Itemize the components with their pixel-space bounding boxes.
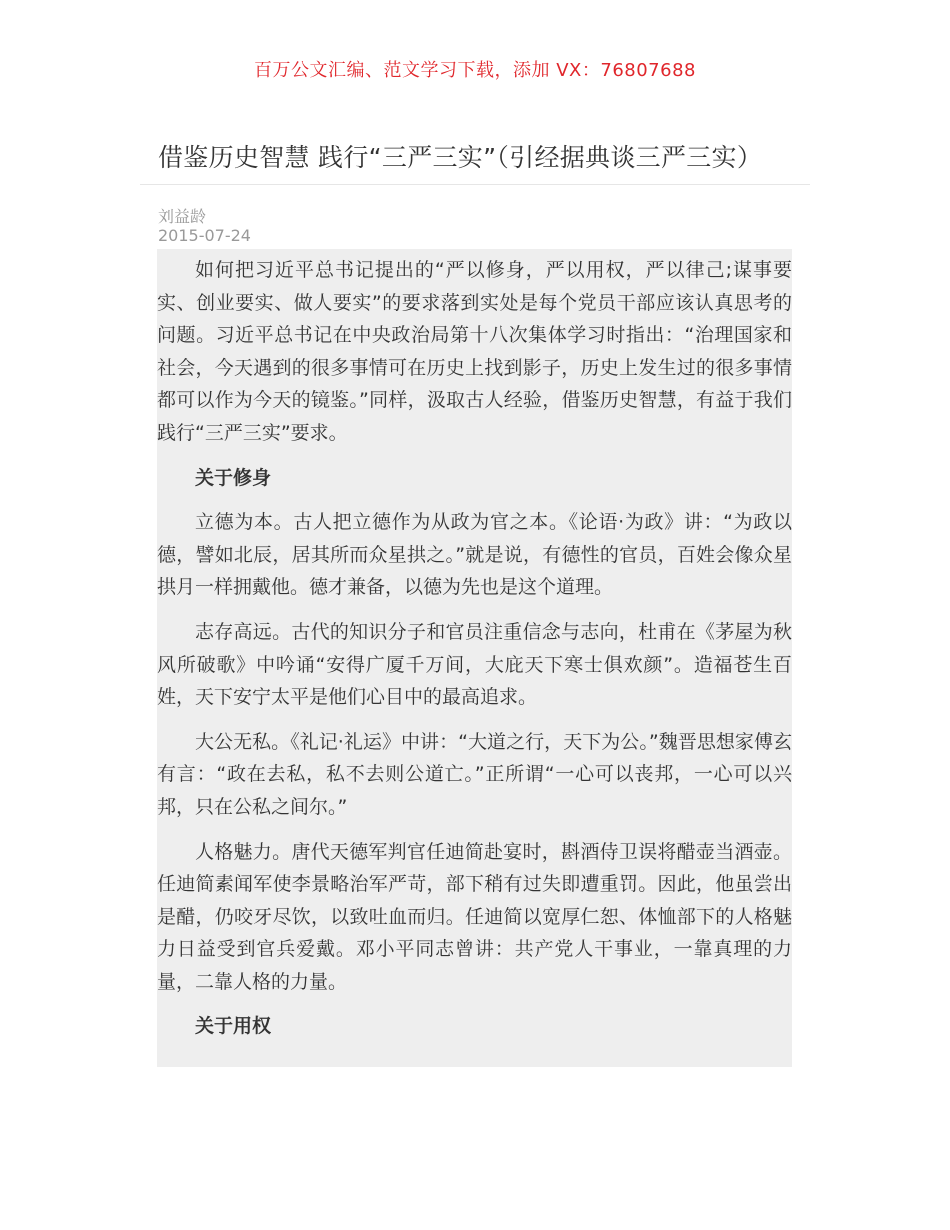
article-author: 刘益龄 — [158, 207, 207, 226]
title-divider — [140, 184, 810, 185]
paragraph-charisma: 人格魅力。唐代天德军判官任迪简赴宴时，斟酒侍卫误将醋壶当酒壶。任迪简素闻军使李景略治军严苛，部下稍有过失即遭重罚。因此，他虽尝出是醋，仍咬牙尽饮，以致吐血而归。任迪简以宽厚仁恕、体恤部下的人格魅力日益受到官兵爱戴。邓小平同志曾讲：共产党人干事业，一靠真理的力量，二靠人格的力量。 — [157, 840, 792, 993]
article-body — [157, 249, 792, 1067]
paragraph-ambition: 志存高远。古代的知识分子和官员注重信念与志向，杜甫在《茅屋为秋风所破歌》中吟诵“安得广厦千万间，大庇天下寒士俱欢颜”。造福苍生百姓，天下安宁太平是他们心目中的最高追求。 — [157, 620, 792, 709]
download-banner: 百万公文汇编、范文学习下载，添加 VX：76807688 — [254, 60, 696, 81]
paragraph-selflessness: 大公无私。《礼记·礼运》中讲：“大道之行，天下为公。”魏晋思想家傅玄有言：“政在去私，私不去则公道亡。”正所谓“一心可以丧邦，一心可以兴邦，只在公私之间尔。” — [157, 730, 792, 818]
article-date: 2015-07-24 — [158, 226, 251, 245]
paragraph-virtue: 立德为本。古人把立德作为从政为官之本。《论语·为政》讲：“为政以德，譬如北辰，居其所而众星拱之。”就是说，有德性的官员，百姓会像众星拱月一样拥戴他。德才兼备，以德为先也是这个道理。 — [157, 511, 792, 599]
section-heading-self-cultivation: 关于修身 — [195, 466, 272, 489]
section-heading-power: 关于用权 — [195, 1015, 272, 1038]
intro-paragraph: 如何把习近平总书记提出的“严以修身，严以用权，严以律己;谋事要实、创业要实、做人要实”的要求落到实处是每个党员干部应该认真思考的问题。习近平总书记在中央政治局第十八次集体学习时指出：“治理国家和社会，今天遇到的很多事情可在历史上找到影子，历史上发生过的很多事情都可以作为今天的镜鉴。”同样，汲取古人经验，借鉴历史智慧，有益于我们践行“三严三实”要求。 — [157, 259, 792, 444]
article-title: 借鉴历史智慧 践行“三严三实”（引经据典谈三严三实） — [158, 143, 763, 172]
